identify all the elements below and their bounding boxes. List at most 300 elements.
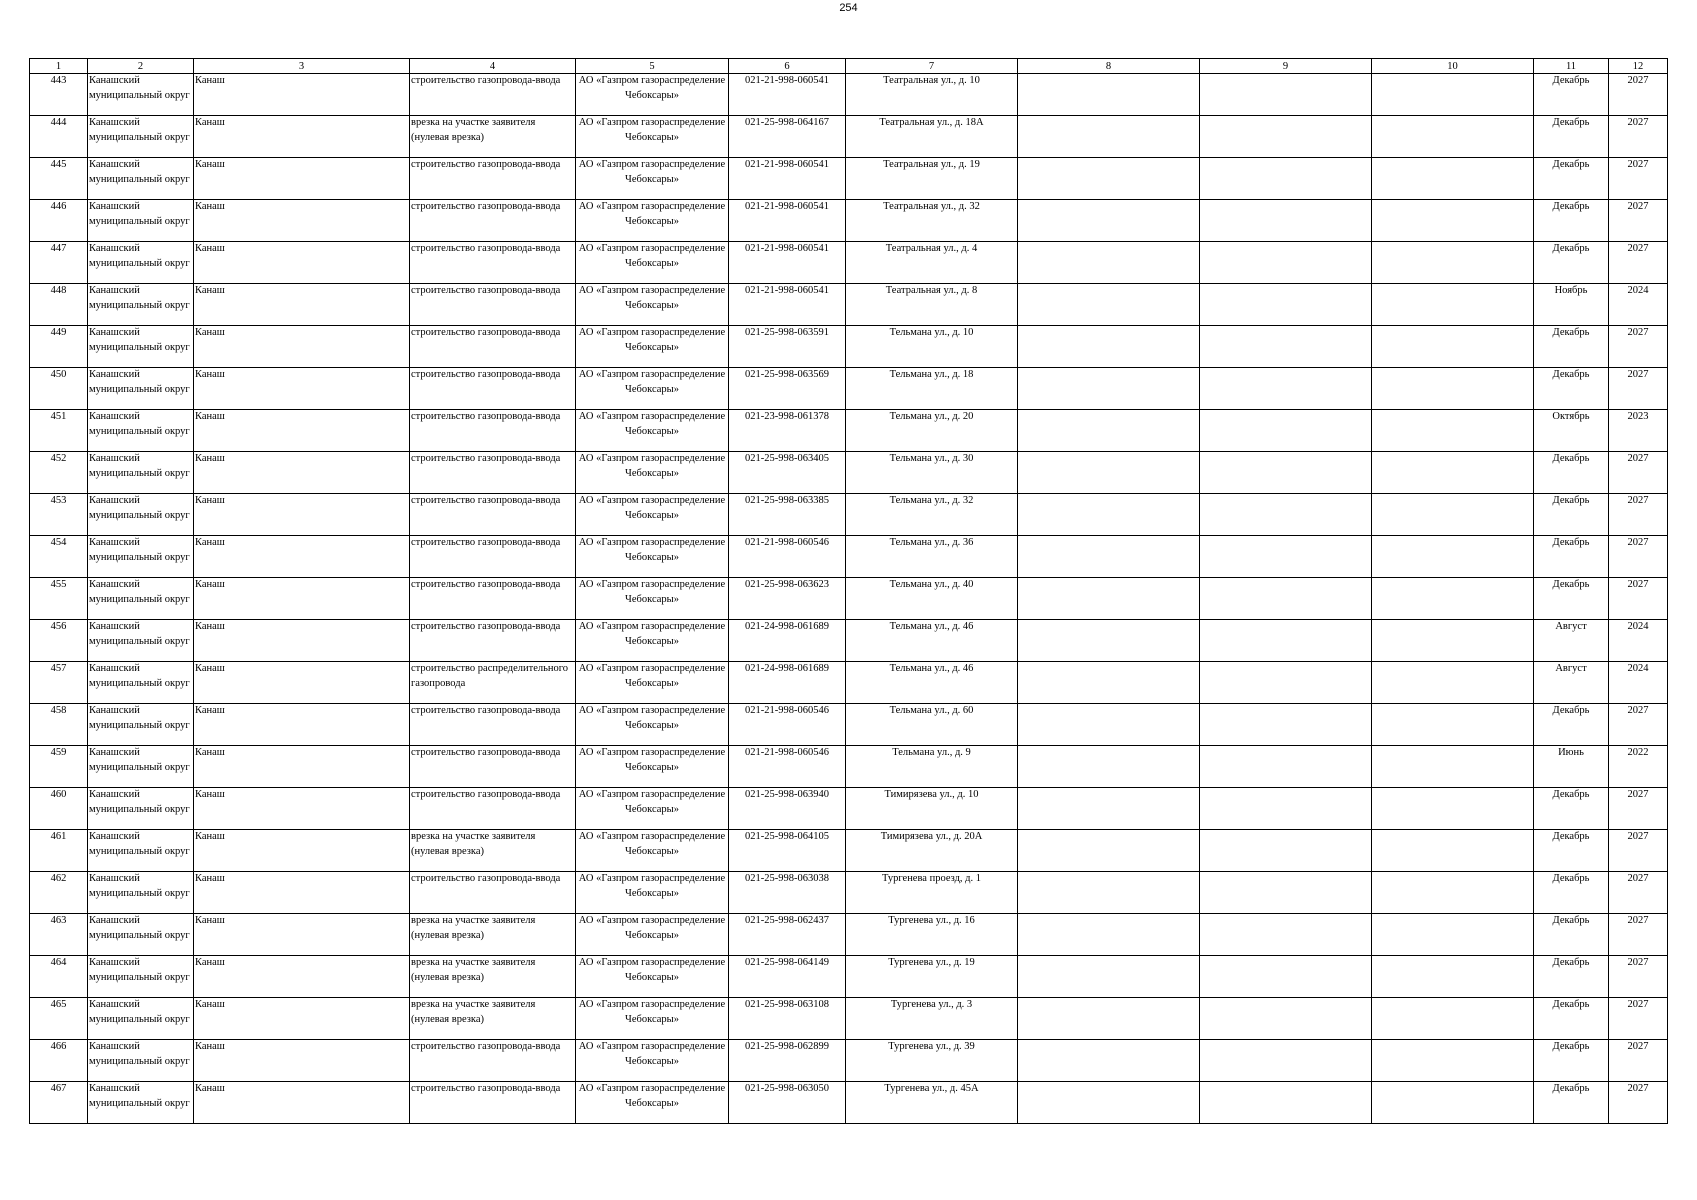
empty-cell-10 bbox=[1372, 326, 1534, 368]
month-cell bbox=[1534, 326, 1609, 368]
column-header: 10 bbox=[1372, 59, 1534, 74]
row-number bbox=[30, 1082, 88, 1124]
empty-cell-9 bbox=[1200, 914, 1372, 956]
month-cell bbox=[1534, 410, 1609, 452]
empty-cell-9-text bbox=[1201, 158, 1370, 199]
empty-cell-8-text bbox=[1019, 284, 1198, 325]
year-cell-text: 2023 bbox=[1627, 411, 1649, 422]
organization-cell-text: АО «Газпром газораспределение Чебоксары» bbox=[578, 663, 726, 689]
organization-cell-text: АО «Газпром газораспределение Чебоксары» bbox=[578, 915, 726, 941]
work-type-cell bbox=[410, 704, 576, 746]
settlement-cell-text: Канаш bbox=[195, 369, 225, 380]
row-number bbox=[30, 368, 88, 410]
object-code-cell bbox=[729, 368, 846, 410]
month-cell-text: Ноябрь bbox=[1554, 285, 1588, 296]
district-cell-text: Канашский муниципальный округ bbox=[89, 621, 190, 647]
empty-cell-10-text bbox=[1373, 662, 1532, 703]
settlement-cell-text: Канаш bbox=[195, 327, 225, 338]
empty-cell-9-text bbox=[1201, 872, 1370, 913]
month-cell-text: Декабрь bbox=[1552, 999, 1590, 1010]
work-type-cell-text: строительство газопровода-ввода bbox=[411, 369, 561, 380]
empty-cell-9 bbox=[1200, 1040, 1372, 1082]
work-type-cell bbox=[410, 956, 576, 998]
organization-cell-text: АО «Газпром газораспределение Чебоксары» bbox=[578, 411, 726, 437]
empty-cell-9-text bbox=[1201, 116, 1370, 157]
settlement-cell-text: Канаш bbox=[195, 915, 225, 926]
empty-cell-8-text bbox=[1019, 1040, 1198, 1081]
work-type-cell bbox=[410, 578, 576, 620]
gas-connection-table bbox=[29, 58, 1668, 1124]
address-cell bbox=[846, 284, 1018, 326]
empty-cell-8-text bbox=[1019, 74, 1198, 115]
empty-cell-9-text bbox=[1201, 620, 1370, 661]
district-cell-text: Канашский муниципальный округ bbox=[89, 663, 190, 689]
district-cell bbox=[88, 242, 194, 284]
object-code-cell bbox=[729, 620, 846, 662]
address-cell bbox=[846, 998, 1018, 1040]
year-cell-text: 2027 bbox=[1627, 201, 1649, 212]
work-type-cell bbox=[410, 788, 576, 830]
object-code-cell-text: 021-21-998-060541 bbox=[745, 285, 829, 296]
address-cell-text: Тимирязева ул., д. 10 bbox=[884, 789, 979, 800]
organization-cell bbox=[576, 1040, 729, 1082]
month-cell bbox=[1534, 116, 1609, 158]
empty-cell-9 bbox=[1200, 662, 1372, 704]
object-code-cell bbox=[729, 746, 846, 788]
empty-cell-8 bbox=[1018, 788, 1200, 830]
empty-cell-9 bbox=[1200, 746, 1372, 788]
row-number bbox=[30, 998, 88, 1040]
work-type-cell bbox=[410, 368, 576, 410]
work-type-cell bbox=[410, 662, 576, 704]
district-cell-text: Канашский муниципальный округ bbox=[89, 411, 190, 437]
table-row bbox=[30, 830, 1668, 872]
work-type-cell-text: строительство распределительного газопровода bbox=[411, 663, 569, 689]
settlement-cell-text: Канаш bbox=[195, 579, 225, 590]
empty-cell-9 bbox=[1200, 410, 1372, 452]
settlement-cell-text: Канаш bbox=[195, 75, 225, 86]
row-number bbox=[30, 578, 88, 620]
work-type-cell bbox=[410, 74, 576, 116]
row-number bbox=[30, 284, 88, 326]
empty-cell-8-text bbox=[1019, 158, 1198, 199]
settlement-cell bbox=[194, 578, 410, 620]
district-cell-text: Канашский муниципальный округ bbox=[89, 873, 190, 899]
object-code-cell bbox=[729, 578, 846, 620]
empty-cell-10 bbox=[1372, 998, 1534, 1040]
table-row bbox=[30, 746, 1668, 788]
district-cell-text: Канашский муниципальный округ bbox=[89, 159, 190, 185]
district-cell bbox=[88, 494, 194, 536]
settlement-cell-text: Канаш bbox=[195, 411, 225, 422]
empty-cell-10-text bbox=[1373, 74, 1532, 115]
address-cell bbox=[846, 704, 1018, 746]
empty-cell-10-text bbox=[1373, 1082, 1532, 1123]
address-cell-text: Театральная ул., д. 10 bbox=[883, 75, 980, 86]
month-cell-text: Декабрь bbox=[1552, 243, 1590, 254]
year-cell-text: 2027 bbox=[1627, 537, 1649, 548]
object-code-cell-text: 021-25-998-063623 bbox=[745, 579, 829, 590]
district-cell bbox=[88, 536, 194, 578]
row-number bbox=[30, 410, 88, 452]
address-cell-text: Театральная ул., д. 19 bbox=[883, 159, 980, 170]
table-row bbox=[30, 494, 1668, 536]
month-cell-text: Август bbox=[1555, 663, 1587, 674]
empty-cell-9 bbox=[1200, 242, 1372, 284]
row-number-text: 467 bbox=[50, 1083, 67, 1094]
district-cell bbox=[88, 998, 194, 1040]
object-code-cell bbox=[729, 494, 846, 536]
district-cell bbox=[88, 74, 194, 116]
month-cell bbox=[1534, 200, 1609, 242]
row-number-text: 454 bbox=[50, 537, 67, 548]
row-number bbox=[30, 914, 88, 956]
address-cell bbox=[846, 830, 1018, 872]
empty-cell-8 bbox=[1018, 746, 1200, 788]
empty-cell-10 bbox=[1372, 284, 1534, 326]
work-type-cell-text: строительство газопровода-ввода bbox=[411, 1041, 561, 1052]
row-number bbox=[30, 536, 88, 578]
month-cell bbox=[1534, 536, 1609, 578]
object-code-cell-text: 021-25-998-064167 bbox=[745, 117, 829, 128]
address-cell bbox=[846, 452, 1018, 494]
row-number-text: 451 bbox=[50, 411, 67, 422]
empty-cell-8 bbox=[1018, 830, 1200, 872]
district-cell bbox=[88, 914, 194, 956]
settlement-cell bbox=[194, 116, 410, 158]
district-cell-text: Канашский муниципальный округ bbox=[89, 285, 190, 311]
empty-cell-10 bbox=[1372, 788, 1534, 830]
object-code-cell-text: 021-25-998-063940 bbox=[745, 789, 829, 800]
work-type-cell-text: врезка на участке заявителя (нулевая врезка) bbox=[411, 915, 536, 941]
address-cell bbox=[846, 200, 1018, 242]
address-cell bbox=[846, 956, 1018, 998]
empty-cell-9 bbox=[1200, 116, 1372, 158]
settlement-cell bbox=[194, 410, 410, 452]
empty-cell-10-text bbox=[1373, 620, 1532, 661]
year-cell bbox=[1609, 116, 1668, 158]
empty-cell-8-text bbox=[1019, 200, 1198, 241]
organization-cell bbox=[576, 158, 729, 200]
empty-cell-10-text bbox=[1373, 704, 1532, 745]
empty-cell-10-text bbox=[1373, 830, 1532, 871]
district-cell-text: Канашский муниципальный округ bbox=[89, 369, 190, 395]
empty-cell-10 bbox=[1372, 872, 1534, 914]
empty-cell-9-text bbox=[1201, 998, 1370, 1039]
row-number bbox=[30, 158, 88, 200]
organization-cell bbox=[576, 1082, 729, 1124]
row-number-text: 452 bbox=[50, 453, 67, 464]
organization-cell bbox=[576, 998, 729, 1040]
organization-cell-text: АО «Газпром газораспределение Чебоксары» bbox=[578, 579, 726, 605]
district-cell-text: Канашский муниципальный округ bbox=[89, 453, 190, 479]
district-cell bbox=[88, 704, 194, 746]
empty-cell-9 bbox=[1200, 1082, 1372, 1124]
year-cell bbox=[1609, 242, 1668, 284]
month-cell bbox=[1534, 1082, 1609, 1124]
empty-cell-9 bbox=[1200, 368, 1372, 410]
empty-cell-8 bbox=[1018, 1082, 1200, 1124]
empty-cell-10 bbox=[1372, 494, 1534, 536]
object-code-cell-text: 021-25-998-063569 bbox=[745, 369, 829, 380]
district-cell bbox=[88, 1082, 194, 1124]
empty-cell-9 bbox=[1200, 284, 1372, 326]
district-cell-text: Канашский муниципальный округ bbox=[89, 915, 190, 941]
address-cell bbox=[846, 410, 1018, 452]
row-number-text: 447 bbox=[50, 243, 67, 254]
organization-cell bbox=[576, 872, 729, 914]
organization-cell-text: АО «Газпром газораспределение Чебоксары» bbox=[578, 1041, 726, 1067]
empty-cell-10-text bbox=[1373, 200, 1532, 241]
empty-cell-10-text bbox=[1373, 998, 1532, 1039]
empty-cell-10-text bbox=[1373, 746, 1532, 787]
work-type-cell bbox=[410, 410, 576, 452]
row-number bbox=[30, 1040, 88, 1082]
empty-cell-10-text bbox=[1373, 788, 1532, 829]
empty-cell-8-text bbox=[1019, 872, 1198, 913]
empty-cell-8 bbox=[1018, 620, 1200, 662]
row-number-text: 462 bbox=[50, 873, 67, 884]
work-type-cell-text: строительство газопровода-ввода bbox=[411, 495, 561, 506]
organization-cell-text: АО «Газпром газораспределение Чебоксары» bbox=[578, 159, 726, 185]
row-number-text: 448 bbox=[50, 285, 67, 296]
empty-cell-10 bbox=[1372, 662, 1534, 704]
district-cell-text: Канашский муниципальный округ bbox=[89, 327, 190, 353]
year-cell bbox=[1609, 788, 1668, 830]
settlement-cell bbox=[194, 746, 410, 788]
address-cell-text: Тургенева ул., д. 16 bbox=[888, 915, 975, 926]
settlement-cell-text: Канаш bbox=[195, 1083, 225, 1094]
object-code-cell-text: 021-25-998-063385 bbox=[745, 495, 829, 506]
object-code-cell-text: 021-25-998-062437 bbox=[745, 915, 829, 926]
organization-cell bbox=[576, 704, 729, 746]
object-code-cell bbox=[729, 200, 846, 242]
empty-cell-9-text bbox=[1201, 704, 1370, 745]
work-type-cell-text: строительство газопровода-ввода bbox=[411, 1083, 561, 1094]
empty-cell-10-text bbox=[1373, 494, 1532, 535]
column-header: 2 bbox=[88, 59, 194, 74]
organization-cell-text: АО «Газпром газораспределение Чебоксары» bbox=[578, 495, 726, 521]
organization-cell bbox=[576, 368, 729, 410]
address-cell-text: Тельмана ул., д. 46 bbox=[889, 621, 974, 632]
table-body bbox=[30, 74, 1668, 1124]
month-cell-text: Декабрь bbox=[1552, 1083, 1590, 1094]
empty-cell-8-text bbox=[1019, 620, 1198, 661]
object-code-cell-text: 021-25-998-063050 bbox=[745, 1083, 829, 1094]
empty-cell-10 bbox=[1372, 242, 1534, 284]
object-code-cell-text: 021-21-998-060546 bbox=[745, 747, 829, 758]
empty-cell-10-text bbox=[1373, 326, 1532, 367]
empty-cell-9 bbox=[1200, 578, 1372, 620]
work-type-cell-text: строительство газопровода-ввода bbox=[411, 873, 561, 884]
header-row bbox=[30, 59, 1668, 74]
organization-cell bbox=[576, 494, 729, 536]
address-cell-text: Театральная ул., д. 8 bbox=[885, 285, 978, 296]
empty-cell-9-text bbox=[1201, 74, 1370, 115]
organization-cell-text: АО «Газпром газораспределение Чебоксары» bbox=[578, 1083, 726, 1109]
work-type-cell-text: строительство газопровода-ввода bbox=[411, 621, 561, 632]
work-type-cell-text: строительство газопровода-ввода bbox=[411, 243, 561, 254]
year-cell bbox=[1609, 746, 1668, 788]
district-cell bbox=[88, 410, 194, 452]
organization-cell-text: АО «Газпром газораспределение Чебоксары» bbox=[578, 369, 726, 395]
empty-cell-8 bbox=[1018, 704, 1200, 746]
month-cell-text: Декабрь bbox=[1552, 495, 1590, 506]
object-code-cell bbox=[729, 284, 846, 326]
empty-cell-8 bbox=[1018, 284, 1200, 326]
settlement-cell-text: Канаш bbox=[195, 243, 225, 254]
month-cell bbox=[1534, 914, 1609, 956]
year-cell-text: 2024 bbox=[1627, 621, 1649, 632]
organization-cell-text: АО «Газпром газораспределение Чебоксары» bbox=[578, 747, 726, 773]
row-number bbox=[30, 242, 88, 284]
empty-cell-10-text bbox=[1373, 242, 1532, 283]
empty-cell-9 bbox=[1200, 872, 1372, 914]
organization-cell bbox=[576, 326, 729, 368]
column-header: 11 bbox=[1534, 59, 1609, 74]
empty-cell-9-text bbox=[1201, 830, 1370, 871]
table-row bbox=[30, 284, 1668, 326]
address-cell-text: Тургенева ул., д. 39 bbox=[888, 1041, 975, 1052]
row-number-text: 458 bbox=[50, 705, 67, 716]
year-cell-text: 2027 bbox=[1627, 327, 1649, 338]
work-type-cell-text: строительство газопровода-ввода bbox=[411, 537, 561, 548]
settlement-cell bbox=[194, 830, 410, 872]
organization-cell bbox=[576, 116, 729, 158]
empty-cell-10 bbox=[1372, 158, 1534, 200]
row-number-text: 449 bbox=[50, 327, 67, 338]
empty-cell-9-text bbox=[1201, 1040, 1370, 1081]
year-cell-text: 2027 bbox=[1627, 369, 1649, 380]
empty-cell-8 bbox=[1018, 1040, 1200, 1082]
empty-cell-8 bbox=[1018, 410, 1200, 452]
empty-cell-9-text bbox=[1201, 452, 1370, 493]
year-cell bbox=[1609, 158, 1668, 200]
empty-cell-9 bbox=[1200, 704, 1372, 746]
column-header: 6 bbox=[729, 59, 846, 74]
work-type-cell bbox=[410, 452, 576, 494]
year-cell bbox=[1609, 284, 1668, 326]
settlement-cell bbox=[194, 242, 410, 284]
address-cell-text: Тельмана ул., д. 36 bbox=[889, 537, 974, 548]
year-cell-text: 2022 bbox=[1627, 747, 1649, 758]
row-number bbox=[30, 788, 88, 830]
address-cell-text: Тургенева ул., д. 19 bbox=[888, 957, 975, 968]
empty-cell-10 bbox=[1372, 704, 1534, 746]
address-cell-text: Тимирязева ул., д. 20А bbox=[880, 831, 983, 842]
month-cell bbox=[1534, 746, 1609, 788]
settlement-cell bbox=[194, 788, 410, 830]
row-number bbox=[30, 116, 88, 158]
empty-cell-10 bbox=[1372, 914, 1534, 956]
district-cell bbox=[88, 200, 194, 242]
organization-cell-text: АО «Газпром газораспределение Чебоксары» bbox=[578, 873, 726, 899]
empty-cell-9-text bbox=[1201, 242, 1370, 283]
address-cell bbox=[846, 368, 1018, 410]
work-type-cell bbox=[410, 830, 576, 872]
empty-cell-8 bbox=[1018, 536, 1200, 578]
month-cell-text: Декабрь bbox=[1552, 789, 1590, 800]
empty-cell-10-text bbox=[1373, 872, 1532, 913]
work-type-cell-text: строительство газопровода-ввода bbox=[411, 411, 561, 422]
empty-cell-8-text bbox=[1019, 452, 1198, 493]
work-type-cell bbox=[410, 536, 576, 578]
year-cell bbox=[1609, 494, 1668, 536]
empty-cell-8-text bbox=[1019, 536, 1198, 577]
empty-cell-8-text bbox=[1019, 242, 1198, 283]
district-cell bbox=[88, 746, 194, 788]
work-type-cell-text: врезка на участке заявителя (нулевая врезка) bbox=[411, 117, 536, 143]
empty-cell-10-text bbox=[1373, 368, 1532, 409]
column-header: 7 bbox=[846, 59, 1018, 74]
object-code-cell-text: 021-21-998-060541 bbox=[745, 201, 829, 212]
empty-cell-8-text bbox=[1019, 368, 1198, 409]
address-cell-text: Тельмана ул., д. 10 bbox=[889, 327, 974, 338]
address-cell-text: Тельмана ул., д. 40 bbox=[889, 579, 974, 590]
empty-cell-10 bbox=[1372, 620, 1534, 662]
column-header: 3 bbox=[194, 59, 410, 74]
month-cell bbox=[1534, 494, 1609, 536]
district-cell bbox=[88, 284, 194, 326]
address-cell bbox=[846, 578, 1018, 620]
empty-cell-10-text bbox=[1373, 1040, 1532, 1081]
district-cell-text: Канашский муниципальный округ bbox=[89, 999, 190, 1025]
year-cell bbox=[1609, 704, 1668, 746]
district-cell bbox=[88, 116, 194, 158]
empty-cell-10 bbox=[1372, 956, 1534, 998]
object-code-cell bbox=[729, 326, 846, 368]
year-cell bbox=[1609, 326, 1668, 368]
settlement-cell bbox=[194, 284, 410, 326]
settlement-cell-text: Канаш bbox=[195, 117, 225, 128]
district-cell-text: Канашский муниципальный округ bbox=[89, 1041, 190, 1067]
year-cell-text: 2027 bbox=[1627, 75, 1649, 86]
object-code-cell-text: 021-25-998-063591 bbox=[745, 327, 829, 338]
empty-cell-8-text bbox=[1019, 998, 1198, 1039]
year-cell-text: 2027 bbox=[1627, 999, 1649, 1010]
month-cell-text: Декабрь bbox=[1552, 327, 1590, 338]
table-row bbox=[30, 410, 1668, 452]
row-number bbox=[30, 620, 88, 662]
table-row bbox=[30, 368, 1668, 410]
row-number bbox=[30, 872, 88, 914]
organization-cell bbox=[576, 74, 729, 116]
column-header: 1 bbox=[30, 59, 88, 74]
row-number bbox=[30, 662, 88, 704]
empty-cell-8 bbox=[1018, 368, 1200, 410]
month-cell-text: Декабрь bbox=[1552, 579, 1590, 590]
work-type-cell bbox=[410, 200, 576, 242]
organization-cell bbox=[576, 578, 729, 620]
table-row bbox=[30, 116, 1668, 158]
empty-cell-8-text bbox=[1019, 746, 1198, 787]
year-cell bbox=[1609, 830, 1668, 872]
month-cell bbox=[1534, 1040, 1609, 1082]
row-number-text: 463 bbox=[50, 915, 67, 926]
month-cell bbox=[1534, 452, 1609, 494]
settlement-cell bbox=[194, 872, 410, 914]
district-cell-text: Канашский муниципальный округ bbox=[89, 789, 190, 815]
empty-cell-8-text bbox=[1019, 830, 1198, 871]
row-number-text: 459 bbox=[50, 747, 67, 758]
table-header bbox=[30, 59, 1668, 74]
year-cell-text: 2024 bbox=[1627, 663, 1649, 674]
month-cell-text: Декабрь bbox=[1552, 201, 1590, 212]
district-cell bbox=[88, 662, 194, 704]
empty-cell-8-text bbox=[1019, 1082, 1198, 1123]
object-code-cell bbox=[729, 872, 846, 914]
settlement-cell-text: Канаш bbox=[195, 705, 225, 716]
